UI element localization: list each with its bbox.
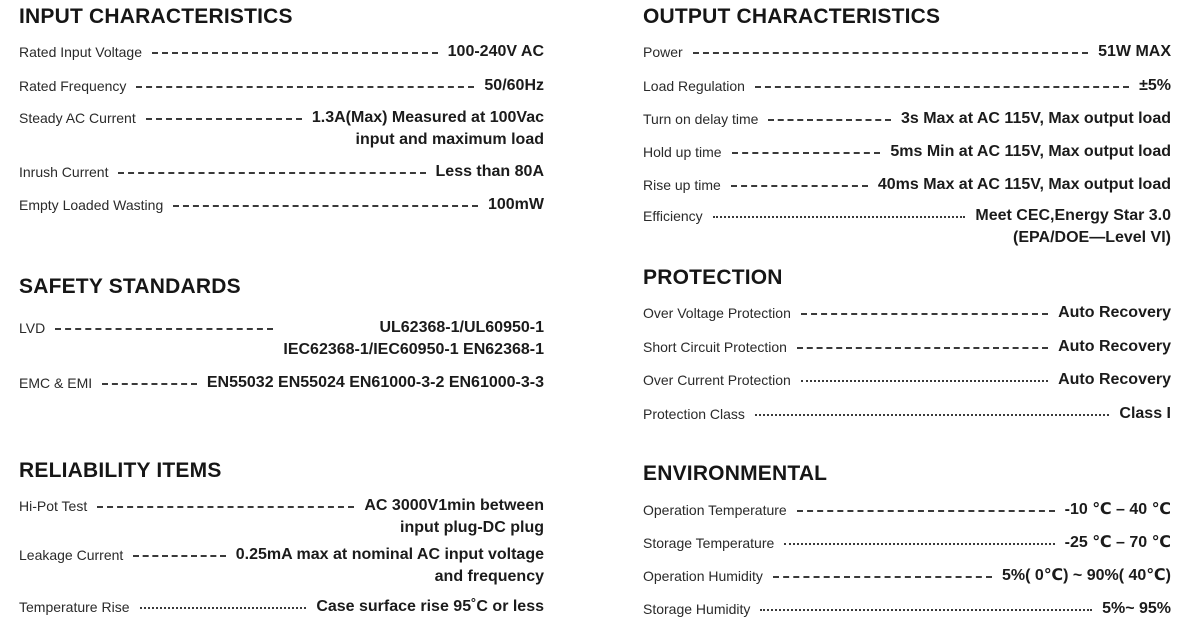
spec-label: Hold up time: [643, 144, 722, 160]
leader-line: [732, 141, 881, 163]
spec-value: Meet CEC,Energy Star 3.0 (EPA/DOE—Level VI): [975, 207, 1171, 246]
spec-value: Auto Recovery: [1058, 304, 1171, 321]
leader-line: [797, 499, 1055, 521]
spec-row: [19, 75, 544, 97]
leader-line: [55, 317, 273, 339]
spec-row: [19, 495, 544, 539]
spec-row: [643, 499, 1171, 521]
spec-value: EN55032 EN55024 EN61000-3-2 EN61000-3-3: [206, 374, 544, 391]
spec-label: Operation Temperature: [643, 502, 787, 518]
spec-row: [19, 107, 544, 151]
leader-line: [173, 194, 478, 216]
spec-row: [643, 108, 1171, 130]
leader-line: [731, 174, 868, 196]
spec-row: [643, 598, 1171, 620]
spec-label: Load Regulation: [643, 78, 745, 94]
spec-row: [643, 302, 1171, 324]
leader-line: [797, 336, 1048, 358]
spec-label: Rise up time: [643, 177, 721, 193]
leader-line: [140, 596, 307, 618]
spec-value: Auto Recovery: [1058, 338, 1171, 355]
spec-row: [19, 372, 544, 394]
section-title: RELIABILITY ITEMS: [19, 459, 222, 482]
spec-value: 0.25mA max at nominal AC input voltage and frequency: [235, 546, 544, 585]
spec-value: 50/60Hz: [484, 77, 544, 94]
spec-label: Hi-Pot Test: [19, 498, 88, 514]
spec-row: [19, 161, 544, 183]
spec-row: [643, 41, 1171, 63]
spec-value: 51W MAX: [1098, 43, 1171, 60]
spec-label: Rated Frequency: [19, 78, 127, 94]
spec-label: Empty Loaded Wasting: [19, 197, 164, 213]
spec-label: Protection Class: [643, 406, 745, 422]
section-title: INPUT CHARACTERISTICS: [19, 5, 293, 28]
spec-label: LVD: [19, 320, 46, 336]
section-title: OUTPUT CHARACTERISTICS: [643, 5, 941, 28]
spec-value: 100mW: [487, 196, 544, 213]
spec-label: Leakage Current: [19, 547, 124, 563]
spec-label: Over Voltage Protection: [643, 305, 791, 321]
section-title: ENVIRONMENTAL: [643, 462, 828, 485]
spec-label: Temperature Rise: [19, 599, 130, 615]
leader-line: [773, 565, 992, 587]
spec-value: Auto Recovery: [1058, 371, 1171, 388]
spec-label: EMC & EMI: [19, 375, 93, 391]
spec-value: ±5%: [1139, 77, 1171, 94]
spec-label: Rated Input Voltage: [19, 44, 142, 60]
leader-line: [102, 372, 197, 394]
reliability-items-section: [19, 457, 544, 615]
section-title: PROTECTION: [643, 266, 783, 289]
spec-value: 3s Max at AC 115V, Max output load: [900, 110, 1171, 127]
spec-row: [643, 403, 1171, 425]
spec-label: Storage Temperature: [643, 535, 775, 551]
spec-label: Steady AC Current: [19, 110, 136, 126]
environmental-section: [643, 460, 1171, 617]
spec-value: AC 3000V1min between input plug-DC plug: [364, 497, 544, 536]
section-title: SAFETY STANDARDS: [19, 275, 241, 298]
output-characteristics-section: [643, 3, 1171, 246]
leader-line: [755, 403, 1109, 425]
spec-row: [643, 565, 1171, 587]
spec-row: [19, 596, 544, 618]
spec-value: -10 ℃ – 40 ℃: [1064, 501, 1171, 518]
leader-line: [760, 598, 1092, 620]
leader-line: [768, 108, 891, 130]
leader-line: [118, 161, 425, 183]
spec-value: 5%~ 95%: [1102, 600, 1171, 617]
leader-line: [755, 75, 1129, 97]
spec-row: [643, 174, 1171, 196]
spec-label: Turn on delay time: [643, 111, 759, 127]
input-characteristics-section: [19, 3, 544, 213]
spec-row: [643, 336, 1171, 358]
spec-value: 40ms Max at AC 115V, Max output load: [877, 176, 1171, 193]
spec-row: [643, 141, 1171, 163]
spec-value: 1.3A(Max) Measured at 100Vac input and maximum load: [311, 109, 544, 148]
spec-value: 100-240V AC: [447, 43, 544, 60]
spec-value: 5%( 0℃) ~ 90%( 40℃): [1001, 567, 1171, 584]
spec-value: Less than 80A: [435, 163, 544, 180]
spec-label: Power: [643, 44, 683, 60]
spec-row: [19, 544, 544, 588]
spec-row: [643, 205, 1171, 249]
spec-row: [643, 369, 1171, 391]
spec-row: [19, 317, 544, 361]
spec-label: Storage Humidity: [643, 601, 751, 617]
leader-line: [693, 41, 1088, 63]
leader-line: [801, 369, 1048, 391]
leader-line: [713, 205, 966, 227]
spec-value: -25 ℃ – 70 ℃: [1064, 534, 1171, 551]
spec-row: [19, 41, 544, 63]
leader-line: [146, 107, 302, 129]
spec-label: Inrush Current: [19, 164, 109, 180]
spec-label: Operation Humidity: [643, 568, 763, 584]
spec-value: Case surface rise 95˚C or less: [316, 598, 544, 615]
protection-section: [643, 264, 1171, 422]
spec-value: 5ms Min at AC 115V, Max output load: [890, 143, 1171, 160]
leader-line: [133, 544, 225, 566]
spec-label: Over Current Protection: [643, 372, 791, 388]
leader-line: [152, 41, 438, 63]
leader-line: [801, 302, 1048, 324]
spec-value: UL62368-1/UL60950-1 IEC62368-1/IEC60950-1 EN62368-1: [283, 319, 544, 358]
leader-line: [136, 75, 474, 97]
spec-label: Efficiency: [643, 208, 703, 224]
spec-row: [643, 532, 1171, 554]
spec-row: [643, 75, 1171, 97]
spec-label: Short Circuit Protection: [643, 339, 787, 355]
leader-line: [97, 495, 354, 517]
spec-row: [19, 194, 544, 216]
safety-standards-section: [19, 273, 544, 391]
leader-line: [784, 532, 1054, 554]
spec-value: Class I: [1119, 405, 1171, 422]
